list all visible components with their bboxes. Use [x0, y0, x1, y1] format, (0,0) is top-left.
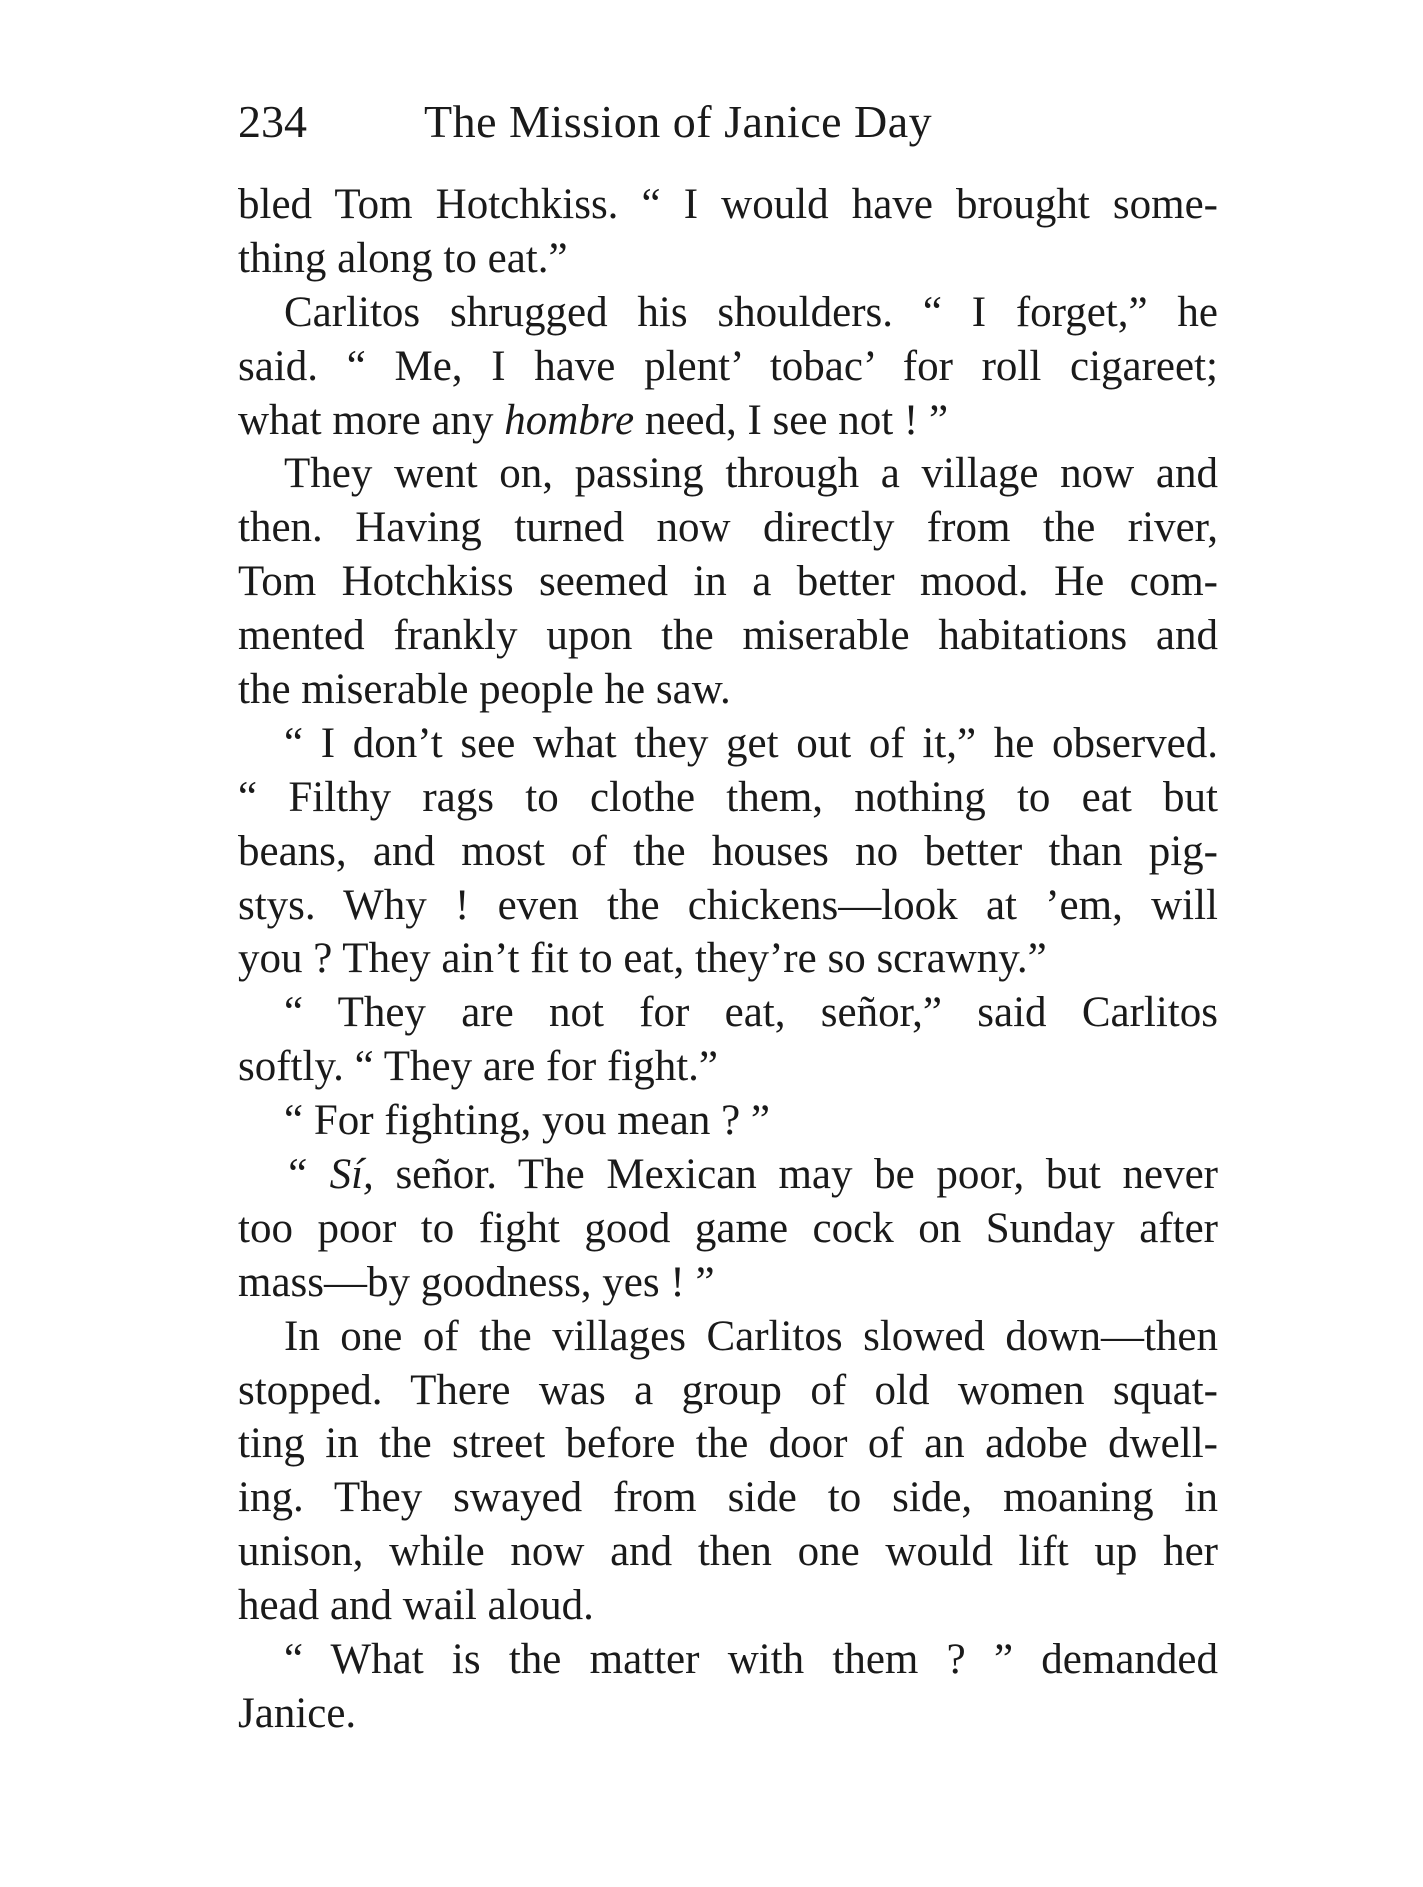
text-segment: what more any — [238, 396, 505, 444]
text-line: stopped. There was a group of old women squat- — [238, 1366, 1218, 1414]
text-line: too poor to fight good game cock on Sunday after — [238, 1204, 1218, 1252]
text-line: ting in the street before the door of an adobe dwell- — [238, 1420, 1218, 1468]
text-line: thing along to eat.” — [238, 234, 568, 282]
text-line: said. “ Me, I have plent’ tobac’ for roll cigareet; — [238, 342, 1218, 390]
page-header — [238, 92, 1218, 152]
text-line: head and wail aloud. — [238, 1582, 594, 1630]
body-text — [238, 178, 1218, 1741]
text-line: ing. They swayed from side to side, moaning in — [238, 1474, 1218, 1522]
text-line: the miserable people he saw. — [238, 666, 731, 714]
text-line: beans, and most of the houses no better than pig- — [238, 827, 1218, 875]
text-line: “ For fighting, you mean ? ” — [284, 1097, 771, 1145]
text-line: mass—by goodness, yes ! ” — [238, 1258, 715, 1306]
italic-text: hombre — [504, 396, 635, 444]
text-line: you ? They ain’t fit to eat, they’re so scrawny.” — [238, 935, 1047, 983]
text-line: mented frankly upon the miserable habitations and — [238, 612, 1218, 660]
italic-text: “ Sí, — [284, 1151, 374, 1199]
text-line: “ What is the matter with them ? ” demanded — [284, 1636, 1218, 1684]
text-segment: señor. The Mexican may be poor, but never — [373, 1151, 1218, 1199]
text-line: “ I don’t see what they get out of it,” he observed. — [284, 719, 1218, 767]
text-line: bled Tom Hotchkiss. “ I would have brought some- — [238, 181, 1218, 228]
text-line: They went on, passing through a village now and — [284, 450, 1218, 498]
text-line: Janice. — [238, 1689, 357, 1737]
text-line: Carlitos shrugged his shoulders. “ I forget,” he — [284, 288, 1218, 336]
text-segment: need, I see not ! ” — [634, 396, 949, 444]
text-line: Tom Hotchkiss seemed in a better mood. He com- — [238, 558, 1218, 606]
text-line: “ Filthy rags to clothe them, nothing to eat but — [238, 773, 1218, 821]
text-line — [238, 1148, 1218, 1202]
text-line: unison, while now and then one would lift up her — [238, 1528, 1218, 1576]
page-number: 234 — [238, 96, 307, 147]
text-line: softly. “ They are for fight.” — [238, 1043, 718, 1091]
text-line: then. Having turned now directly from the river, — [238, 504, 1218, 552]
running-title: The Mission of Janice Day — [424, 96, 933, 147]
text-line — [238, 394, 1218, 448]
text-line: “ They are not for eat, señor,” said Carlitos — [284, 989, 1218, 1037]
text-line: In one of the villages Carlitos slowed down—then — [284, 1312, 1218, 1360]
text-line: stys. Why ! even the chickens—look at ’em, will — [238, 881, 1218, 929]
